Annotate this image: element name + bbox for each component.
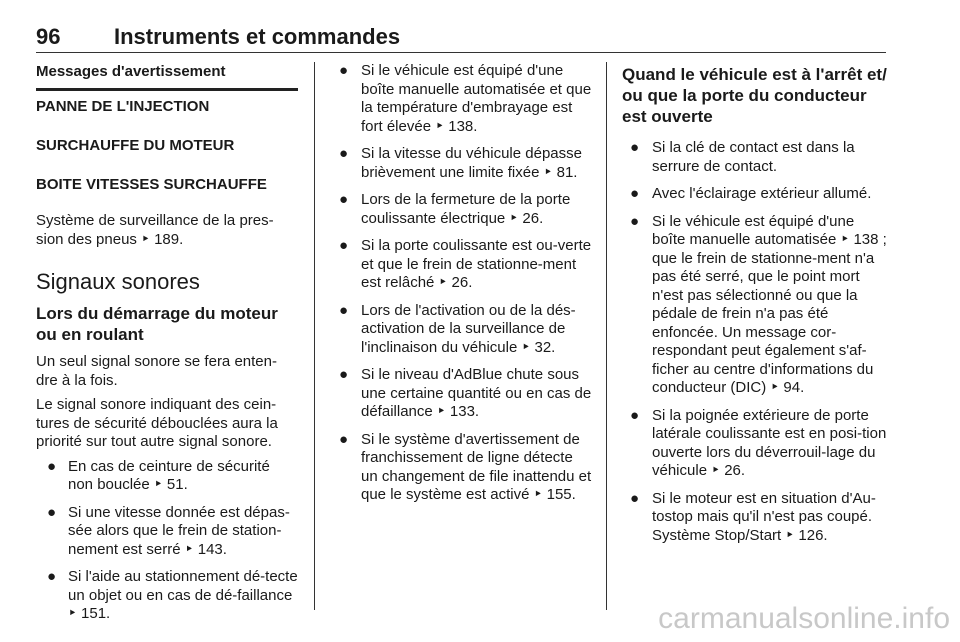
list-item: ● Si le véhicule est équipé d'une boîte manuelle automatisée ‣ 138 ; que le frein de stationne-ment n'a pas été serré, que le point mort n'est pas sélectionné ou que la pédale de frein n'a pas été enfoncée. Un message cor-respondant peut également s'af-ficher au centre d'informations du conducteur (DIC) ‣ 94. — [630, 212, 887, 396]
warning-message: BOITE VITESSES SURCHAUFFE — [36, 176, 267, 193]
section-label: Messages d'avertissement — [36, 62, 298, 91]
list-item: ● Si la vitesse du véhicule dépasse brièvement une limite fixée ‣ 81. — [339, 145, 582, 181]
column-middle — [331, 62, 593, 514]
bullet-icon: ● — [630, 212, 640, 230]
column-right — [622, 62, 888, 554]
bullet-icon: ● — [339, 191, 349, 208]
list-item: ● Lors de l'activation ou de la dés-activation de la surveillance de l'inclinaison du véhicule ‣ 32. — [339, 301, 576, 356]
list-item: ● Si la poignée extérieure de porte latérale coulissante est en posi-tion ouverte lors du déverrouil-lage du véhicule ‣ 26. — [630, 406, 887, 479]
column-divider — [606, 62, 607, 610]
list-item: ● Avec l'éclairage extérieur allumé. — [630, 185, 872, 202]
bullet-icon: ● — [339, 62, 349, 79]
bullet-icon: ● — [47, 568, 57, 585]
bullet-icon: ● — [339, 301, 349, 319]
warning-message: PANNE DE L'INJECTION — [36, 98, 210, 115]
watermark: carmanualsonline.info — [658, 602, 950, 635]
list-item: ● Si le véhicule est équipé d'une boîte manuelle automatisée et que la température d'embrayage est fort élevée ‣ 138. — [339, 62, 592, 135]
paragraph: Un seul signal sonore se fera enten-dre à la fois. — [36, 353, 277, 389]
page-number: 96 — [36, 24, 61, 49]
chapter-title: Instruments et commandes — [114, 24, 401, 49]
bullet-icon: ● — [630, 139, 640, 156]
subheading: Lors du démarrage du moteur ou en roulant — [36, 304, 278, 344]
list-item: ● Si le système d'avertissement de franchissement de ligne détecte un changement de file inattendu et que le système est activé ‣ 155. — [339, 430, 592, 503]
list-item: ● Si le niveau d'AdBlue chute sous une certaine quantité ou en cas de défaillance ‣ 133. — [339, 366, 592, 420]
list-item: ● En cas de ceinture de sécurité non bouclée ‣ 51. — [47, 457, 270, 493]
bullet-icon: ● — [630, 489, 640, 507]
list-item: ● Si la porte coulissante est ou-verte et que le frein de stationne-ment est relâché ‣ 26. — [339, 237, 592, 291]
section-heading: Signaux sonores — [36, 269, 200, 294]
bullet-list — [331, 62, 593, 505]
list-item: ● Lors de la fermeture de la porte coulissante électrique ‣ 26. — [339, 191, 571, 227]
paragraph: Le signal sonore indiquant des cein-tures de sécurité débouclées aura la priorité sur tout autre signal sonore. — [36, 396, 278, 450]
tpms-reference: Système de surveillance de la pres-sion des pneus ‣ 189. — [36, 212, 274, 248]
column-divider — [314, 62, 315, 610]
list-item: ● Si l'aide au stationnement dé-tecte un objet ou en cas de dé-faillance ‣ 151. — [47, 568, 298, 622]
bullet-list — [36, 458, 298, 624]
bullet-icon: ● — [339, 237, 349, 254]
bullet-icon: ● — [339, 145, 349, 162]
list-item: ● Si la clé de contact est dans la serrure de contact. — [630, 139, 855, 175]
page-header — [36, 22, 886, 53]
bullet-list — [622, 139, 888, 545]
bullet-icon: ● — [339, 430, 349, 448]
list-item: ● Si le moteur est en situation d'Au-tostop mais qu'il n'est pas coupé. Système Stop/Start ‣ 126. — [630, 489, 876, 544]
bullet-icon: ● — [630, 185, 640, 202]
warning-message: SURCHAUFFE DU MOTEUR — [36, 137, 235, 154]
section-heading: Quand le véhicule est à l'arrêt et/ ou que la porte du conducteur est ouverte — [622, 65, 887, 126]
column-left — [36, 62, 298, 633]
bullet-icon: ● — [47, 457, 57, 475]
bullet-icon: ● — [339, 366, 349, 383]
list-item: ● Si une vitesse donnée est dépas-sée alors que le frein de station-nement est serré ‣ 143. — [47, 503, 290, 558]
bullet-icon: ● — [47, 503, 57, 521]
bullet-icon: ● — [630, 406, 640, 424]
